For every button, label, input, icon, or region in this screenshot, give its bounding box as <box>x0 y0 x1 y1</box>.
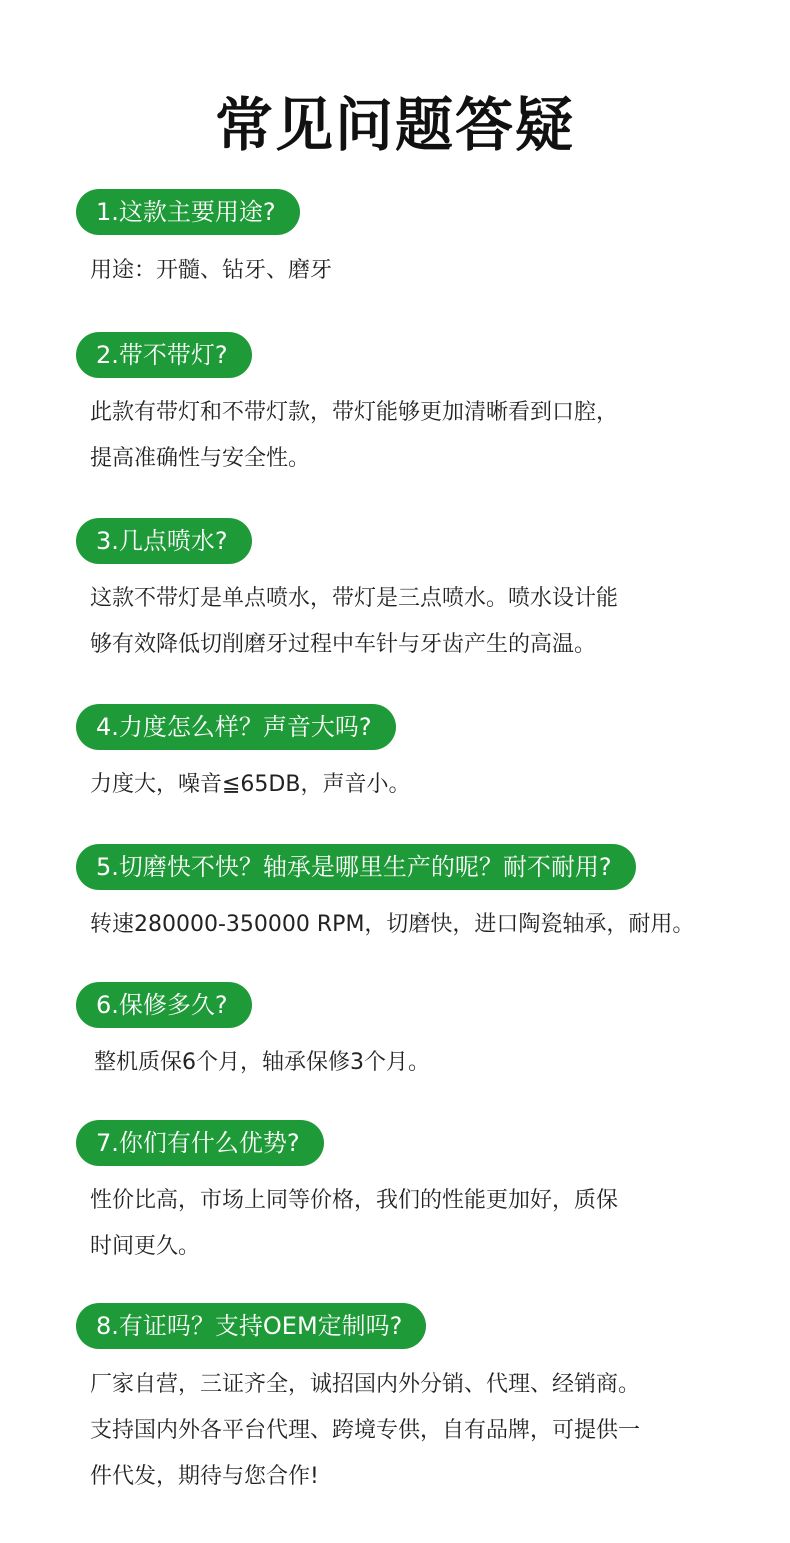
faq-answer-4: 力度大，噪音≦65DB，声音小。 <box>90 772 411 797</box>
faq-answer-3: 这款不带灯是单点喷水，带灯是三点喷水。喷水设计能 够有效降低切削磨牙过程中车针与牙齿产生的高温。 <box>90 586 619 657</box>
faq-answer-1: 用途：开髓、钻牙、磨牙 <box>90 258 333 283</box>
faq-question-1: 1.这款主要用途? <box>76 189 300 235</box>
faq-question-6: 6.保修多久? <box>76 982 252 1028</box>
page-title: 常见问题答疑 <box>214 91 575 159</box>
faq-answer-2: 此款有带灯和不带灯款，带灯能够更加清晰看到口腔， 提高准确性与安全性。 <box>90 400 619 471</box>
faq-question-7: 7.你们有什么优势? <box>76 1120 324 1166</box>
faq-answer-5: 转速280000-350000 RPM，切磨快，进口陶瓷轴承，耐用。 <box>90 912 695 937</box>
faq-answer-8: 厂家自营，三证齐全，诚招国内外分销、代理、经销商。 支持国内外各平台代理、跨境专供，自有品牌，可提供一 件代发，期待与您合作! <box>90 1372 641 1489</box>
faq-question-2: 2.带不带灯? <box>76 332 252 378</box>
faq-answer-7: 性价比高，市场上同等价格，我们的性能更加好，质保 时间更久。 <box>90 1188 619 1259</box>
faq-answer-6: 整机质保6个月，轴承保修3个月。 <box>94 1050 430 1075</box>
faq-question-3: 3.几点喷水? <box>76 518 252 564</box>
faq-question-5: 5.切磨快不快？轴承是哪里生产的呢？耐不耐用? <box>76 844 636 890</box>
faq-question-4: 4.力度怎么样？声音大吗? <box>76 704 396 750</box>
faq-question-8: 8.有证吗？支持OEM定制吗? <box>76 1303 426 1349</box>
